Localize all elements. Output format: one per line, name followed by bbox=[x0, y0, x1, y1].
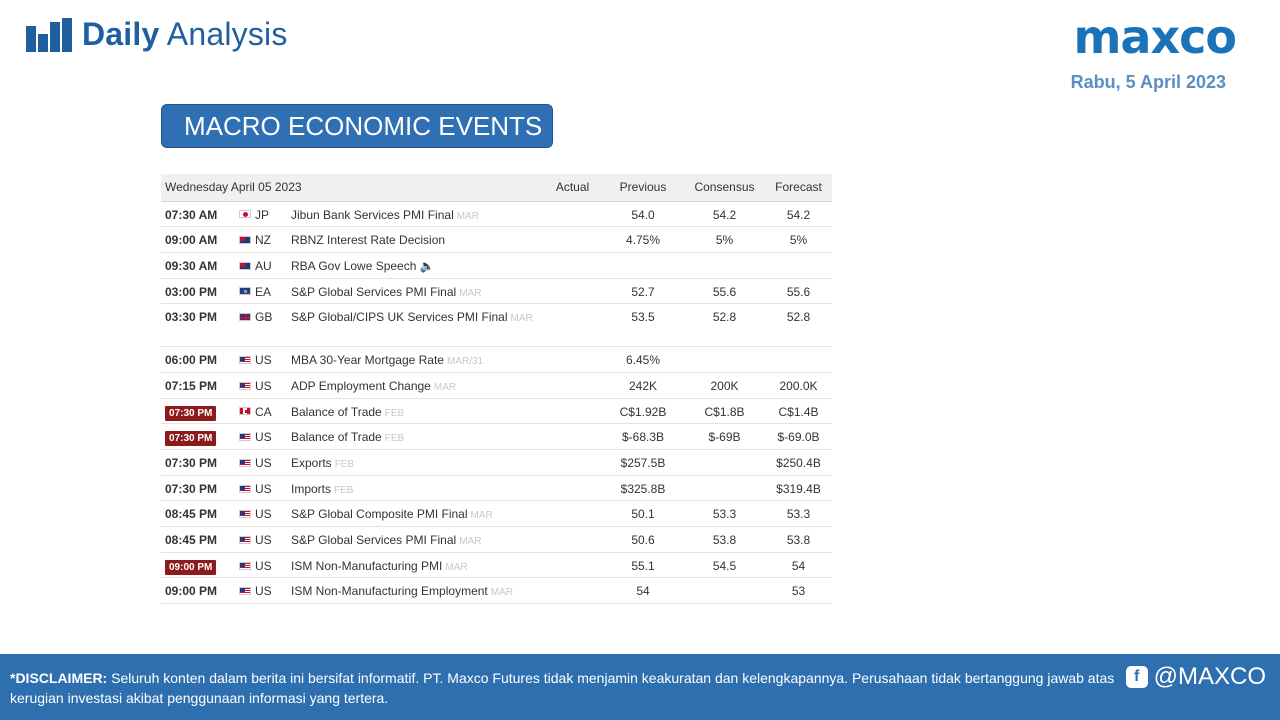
forecast-cell bbox=[765, 252, 832, 278]
event-period: MAR bbox=[470, 510, 493, 522]
country-cell bbox=[237, 578, 290, 604]
disclaimer-text bbox=[10, 663, 1270, 708]
maxco-logo: maxco bbox=[1073, 10, 1236, 64]
consensus-cell bbox=[684, 450, 765, 476]
table-row bbox=[161, 227, 832, 253]
table-row bbox=[161, 278, 832, 304]
event-name[interactable]: Imports bbox=[291, 481, 332, 496]
table-row bbox=[161, 201, 832, 227]
consensus-cell bbox=[684, 578, 765, 604]
country-code: US bbox=[255, 481, 272, 496]
event-cell bbox=[290, 304, 543, 347]
event-cell bbox=[290, 398, 543, 424]
event-name[interactable]: MBA 30-Year Mortgage Rate bbox=[291, 353, 444, 368]
event-cell bbox=[290, 201, 543, 227]
ea-flag-icon bbox=[239, 287, 251, 295]
previous-cell bbox=[602, 252, 684, 278]
table-row bbox=[161, 398, 832, 424]
country-code: US bbox=[255, 430, 272, 445]
previous-cell: $257.5B bbox=[602, 450, 684, 476]
actual-column-header: Actual bbox=[543, 174, 602, 201]
country-code: US bbox=[255, 378, 272, 393]
event-name[interactable]: RBA Gov Lowe Speech bbox=[291, 258, 417, 273]
event-name[interactable]: ADP Employment Change bbox=[291, 378, 431, 393]
previous-column-header: Previous bbox=[602, 174, 684, 201]
brand-title: Daily Analysis bbox=[82, 16, 288, 52]
consensus-cell: 53.3 bbox=[684, 501, 765, 527]
table-row bbox=[161, 424, 832, 450]
actual-cell bbox=[543, 527, 602, 553]
forecast-cell: 55.6 bbox=[765, 278, 832, 304]
speaker-icon: 🔈 bbox=[419, 258, 435, 273]
time-cell bbox=[161, 424, 237, 450]
previous-cell: 55.1 bbox=[602, 552, 684, 578]
event-period: MAR bbox=[456, 210, 479, 222]
table-row bbox=[161, 475, 832, 501]
event-time: 08:45 PM bbox=[165, 507, 218, 522]
actual-cell bbox=[543, 304, 602, 347]
actual-cell bbox=[543, 475, 602, 501]
jp-flag-icon bbox=[239, 210, 251, 218]
country-cell bbox=[237, 450, 290, 476]
bar-chart-icon bbox=[26, 18, 72, 52]
us-flag-icon bbox=[239, 587, 251, 595]
event-cell bbox=[290, 552, 543, 578]
event-name[interactable]: Balance of Trade bbox=[291, 430, 382, 445]
forecast-cell: $-69.0B bbox=[765, 424, 832, 450]
forecast-cell: $250.4B bbox=[765, 450, 832, 476]
actual-cell bbox=[543, 347, 602, 373]
us-flag-icon bbox=[239, 382, 251, 390]
event-period: MAR bbox=[490, 587, 513, 599]
country-cell bbox=[237, 552, 290, 578]
consensus-cell bbox=[684, 475, 765, 501]
consensus-column-header: Consensus bbox=[684, 174, 765, 201]
country-cell bbox=[237, 278, 290, 304]
time-cell bbox=[161, 527, 237, 553]
event-time: 07:30 PM bbox=[165, 406, 216, 421]
actual-cell bbox=[543, 278, 602, 304]
event-name[interactable]: ISM Non-Manufacturing PMI bbox=[291, 558, 443, 573]
country-code: US bbox=[255, 507, 272, 522]
consensus-cell: $-69B bbox=[684, 424, 765, 450]
event-cell bbox=[290, 578, 543, 604]
us-flag-icon bbox=[239, 433, 251, 441]
event-time: 07:15 PM bbox=[165, 378, 218, 393]
event-period: FEB bbox=[384, 433, 405, 445]
previous-cell: 54 bbox=[602, 578, 684, 604]
country-cell bbox=[237, 347, 290, 373]
forecast-cell: 54 bbox=[765, 552, 832, 578]
event-name[interactable]: S&P Global Services PMI Final bbox=[291, 533, 457, 548]
time-cell bbox=[161, 501, 237, 527]
country-code: US bbox=[255, 584, 272, 599]
time-cell bbox=[161, 450, 237, 476]
event-time: 09:30 AM bbox=[165, 258, 218, 273]
us-flag-icon bbox=[239, 510, 251, 518]
disclaimer-label: *DISCLAIMER: bbox=[10, 670, 108, 686]
actual-cell bbox=[543, 201, 602, 227]
social-handle-text: @MAXCO bbox=[1153, 663, 1266, 690]
event-cell bbox=[290, 372, 543, 398]
time-cell bbox=[161, 578, 237, 604]
us-flag-icon bbox=[239, 459, 251, 467]
event-name[interactable]: S&P Global Services PMI Final bbox=[291, 284, 457, 299]
event-period: MAR bbox=[445, 561, 468, 573]
event-period: MAR bbox=[459, 536, 482, 548]
consensus-cell: 54.5 bbox=[684, 552, 765, 578]
event-time: 07:30 PM bbox=[165, 456, 218, 470]
ca-flag-icon bbox=[239, 407, 251, 415]
time-cell bbox=[161, 398, 237, 424]
table-row bbox=[161, 372, 832, 398]
consensus-cell: 200K bbox=[684, 372, 765, 398]
disclaimer-line-1: Seluruh konten dalam berita ini bersifat informatif. PT. Maxco Futures tidak menjamin keakuratan dan kelengkapannya. Perusahaan tidak bertanggung jawab atas bbox=[107, 670, 1115, 686]
event-period: FEB bbox=[334, 484, 354, 496]
brand bbox=[26, 16, 288, 53]
previous-cell: 53.5 bbox=[602, 304, 684, 347]
country-code: US bbox=[255, 353, 272, 368]
event-name[interactable]: Exports bbox=[291, 456, 332, 470]
date-column-header: Wednesday April 05 2023 bbox=[161, 174, 543, 201]
table-row bbox=[161, 578, 832, 604]
au-flag-icon bbox=[239, 262, 251, 270]
consensus-cell bbox=[684, 252, 765, 278]
country-code: AU bbox=[255, 258, 272, 273]
actual-cell bbox=[543, 552, 602, 578]
consensus-cell: 55.6 bbox=[684, 278, 765, 304]
social-handle[interactable] bbox=[1126, 663, 1266, 690]
event-time: 09:00 PM bbox=[165, 584, 218, 599]
country-cell bbox=[237, 398, 290, 424]
event-time: 09:00 AM bbox=[165, 233, 218, 248]
event-time: 03:30 PM bbox=[165, 310, 218, 325]
country-cell bbox=[237, 475, 290, 501]
report-date: Rabu, 5 April 2023 bbox=[1070, 72, 1226, 92]
actual-cell bbox=[543, 450, 602, 476]
us-flag-icon bbox=[239, 485, 251, 493]
country-code: GB bbox=[255, 310, 273, 325]
event-time: 09:00 PM bbox=[165, 560, 216, 575]
us-flag-icon bbox=[239, 562, 251, 570]
event-time: 07:30 AM bbox=[165, 207, 218, 222]
forecast-cell: 53.8 bbox=[765, 527, 832, 553]
event-name[interactable]: Jibun Bank Services PMI Final bbox=[291, 207, 454, 222]
event-time: 03:00 PM bbox=[165, 284, 218, 299]
previous-cell: 50.6 bbox=[602, 527, 684, 553]
table-row bbox=[161, 304, 832, 347]
country-code: JP bbox=[255, 207, 270, 222]
time-cell bbox=[161, 252, 237, 278]
consensus-cell: 53.8 bbox=[684, 527, 765, 553]
country-cell bbox=[237, 201, 290, 227]
table-row bbox=[161, 450, 832, 476]
consensus-cell: C$1.8B bbox=[684, 398, 765, 424]
time-cell bbox=[161, 201, 237, 227]
event-name[interactable]: ISM Non-Manufacturing Employment bbox=[291, 584, 488, 599]
event-time: 07:30 PM bbox=[165, 431, 216, 446]
consensus-cell: 52.8 bbox=[684, 304, 765, 347]
actual-cell bbox=[543, 398, 602, 424]
previous-cell: 52.7 bbox=[602, 278, 684, 304]
forecast-cell: C$1.4B bbox=[765, 398, 832, 424]
event-name[interactable]: Balance of Trade bbox=[291, 404, 382, 419]
event-period: MAR bbox=[510, 313, 533, 325]
event-cell bbox=[290, 501, 543, 527]
consensus-cell bbox=[684, 347, 765, 373]
time-cell bbox=[161, 347, 237, 373]
forecast-cell bbox=[765, 347, 832, 373]
country-code: CA bbox=[255, 404, 272, 419]
event-time: 08:45 PM bbox=[165, 533, 218, 548]
event-period: MAR bbox=[459, 287, 482, 299]
event-name[interactable]: S&P Global Composite PMI Final bbox=[291, 507, 468, 522]
country-cell bbox=[237, 227, 290, 253]
actual-cell bbox=[543, 501, 602, 527]
table-row bbox=[161, 501, 832, 527]
time-cell bbox=[161, 278, 237, 304]
previous-cell: 4.75% bbox=[602, 227, 684, 253]
event-name[interactable]: RBNZ Interest Rate Decision bbox=[291, 233, 446, 248]
time-cell bbox=[161, 227, 237, 253]
forecast-cell: 5% bbox=[765, 227, 832, 253]
forecast-cell: 53.3 bbox=[765, 501, 832, 527]
us-flag-icon bbox=[239, 356, 251, 364]
event-cell bbox=[290, 527, 543, 553]
time-cell bbox=[161, 475, 237, 501]
event-cell bbox=[290, 278, 543, 304]
country-code: US bbox=[255, 456, 272, 470]
country-code: NZ bbox=[255, 233, 271, 248]
previous-cell: $-68.3B bbox=[602, 424, 684, 450]
us-flag-icon bbox=[239, 536, 251, 544]
event-cell bbox=[290, 450, 543, 476]
event-cell bbox=[290, 424, 543, 450]
event-period: FEB bbox=[334, 459, 355, 470]
country-cell bbox=[237, 424, 290, 450]
event-cell bbox=[290, 475, 543, 501]
time-cell bbox=[161, 372, 237, 398]
country-cell bbox=[237, 252, 290, 278]
disclaimer-footer bbox=[0, 654, 1280, 720]
country-code: US bbox=[255, 558, 272, 573]
forecast-cell: 53 bbox=[765, 578, 832, 604]
table-header-row bbox=[161, 174, 832, 201]
table-row bbox=[161, 347, 832, 373]
forecast-cell: 54.2 bbox=[765, 201, 832, 227]
country-code: EA bbox=[255, 284, 272, 299]
country-cell bbox=[237, 527, 290, 553]
actual-cell bbox=[543, 578, 602, 604]
previous-cell: C$1.92B bbox=[602, 398, 684, 424]
section-title: MACRO ECONOMIC EVENTS bbox=[161, 104, 553, 148]
event-time: 07:30 PM bbox=[165, 481, 218, 496]
table-row bbox=[161, 252, 832, 278]
actual-cell bbox=[543, 252, 602, 278]
previous-cell: 54.0 bbox=[602, 201, 684, 227]
facebook-icon: f bbox=[1126, 666, 1148, 688]
table-row bbox=[161, 552, 832, 578]
event-period: FEB bbox=[384, 407, 405, 419]
event-time: 06:00 PM bbox=[165, 353, 218, 368]
event-cell bbox=[290, 347, 543, 373]
nz-flag-icon bbox=[239, 236, 251, 244]
economic-events-table bbox=[161, 174, 832, 604]
forecast-cell: 200.0K bbox=[765, 372, 832, 398]
country-cell bbox=[237, 304, 290, 347]
event-name[interactable]: S&P Global/CIPS UK Services PMI Final bbox=[291, 310, 508, 325]
forecast-cell: $319.4B bbox=[765, 475, 832, 501]
event-period: MAR/31 bbox=[446, 356, 484, 368]
consensus-cell: 54.2 bbox=[684, 201, 765, 227]
previous-cell: $325.8B bbox=[602, 475, 684, 501]
time-cell bbox=[161, 304, 237, 347]
actual-cell bbox=[543, 227, 602, 253]
table-row bbox=[161, 527, 832, 553]
country-code: US bbox=[255, 533, 272, 548]
actual-cell bbox=[543, 372, 602, 398]
disclaimer-line-2: kerugian investasi akibat penggunaan informasi yang tertera. bbox=[10, 690, 389, 706]
event-cell bbox=[290, 227, 543, 253]
actual-cell bbox=[543, 424, 602, 450]
time-cell bbox=[161, 552, 237, 578]
country-cell bbox=[237, 501, 290, 527]
forecast-cell: 52.8 bbox=[765, 304, 832, 347]
country-cell bbox=[237, 372, 290, 398]
event-cell bbox=[290, 252, 543, 278]
consensus-cell: 5% bbox=[684, 227, 765, 253]
gb-flag-icon bbox=[239, 313, 251, 321]
previous-cell: 50.1 bbox=[602, 501, 684, 527]
forecast-column-header: Forecast bbox=[765, 174, 832, 201]
previous-cell: 242K bbox=[602, 372, 684, 398]
event-period: MAR bbox=[433, 381, 457, 393]
previous-cell: 6.45% bbox=[602, 347, 684, 373]
